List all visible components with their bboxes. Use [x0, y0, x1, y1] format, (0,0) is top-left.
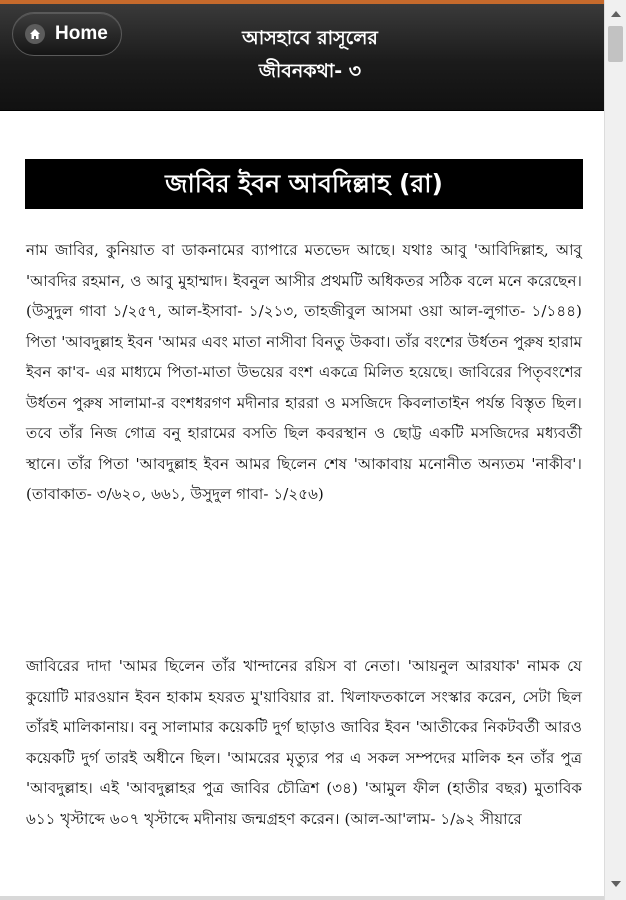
article-paragraph-2: জাবিরের দাদা 'আমর ছিলেন তাঁর খান্দানের রয়িস বা নেতা। 'আয়নুল আরযাক' নামক যে কুয়োটি মারওয়ান ইবন হাকাম হযরত মু'য়াবিয়ার রা. খিলাফতকালে সংস্কার করেন, সেটা ছিল তাঁরই মালিকানায়। বনু সালামার কয়েকটি দুর্গ ছাড়াও জাবির ইবন 'আতীকের নিকটবর্তী আরও কয়েকটি দুর্গ তারই অধীনে ছিল। 'আমরের মৃত্যুর পর এ সকল সম্পদের মালিক হন তাঁর পুত্র 'আবদুল্লাহ। এই 'আবদুল্লাহর পুত্র জাবির চৌত্রিশ (৩৪) 'আমুল ফীল (হাতীর বছর) মুতাবিক ৬১১ খৃস্টাব্দে ৬০৭ খৃস্টাব্দে মদীনায় জন্মগ্রহণ করেন। (আল-আ'লাম- ১/৯২ সীয়ারে: [26, 657, 582, 828]
scrollbar-thumb[interactable]: [608, 26, 623, 62]
page-title-line2: জীবনকথা- ৩: [258, 60, 362, 82]
article-heading: জাবির ইবন আবদিল্লাহ (রা): [25, 159, 583, 209]
home-icon: [25, 24, 45, 44]
page-title-line1: আসহাবে রাসূলের: [242, 27, 378, 49]
scroll-down-arrow-icon[interactable]: [605, 874, 626, 894]
content-area: [0, 111, 604, 900]
article-paragraph-1: নাম জাবির, কুনিয়াত বা ডাকনামের ব্যাপারে মতভেদ আছে। যথাঃ আবু 'আবিদিল্লাহ, আবু 'আবদির রহমান, ও আবু মুহাম্মাদ। ইবনুল আসীর প্রথমটি অধিকতর সঠিক বলে মনে করেছেন। (উসুদুল গাবা ১/২৫৭, আল-ইসাবা- ১/২১৩, তাহজীবুল আসমা ওয়া আল-লুগাত- ১/১৪৪) পিতা 'আবদুল্লাহ ইবন 'আমর এবং মাতা নাসীবা বিনতু উকবা। তাঁর বংশের উর্ধতন পুরুষ হারাম ইবন কা'ব- এর মাধ্যমে পিতা-মাতা উভয়ের বংশ একত্রে মিলিত হয়েছে। জাবিরের পিতৃবংশের উর্ধতন পুরুষ সালামা-র বংশধরগণ মদীনার হাররা ও মসজিদে কিবলাতাইন পর্যন্ত বিস্তৃত ছিল। তবে তাঁর নিজ গোত্র বনু হারামের বসতি ছিল কবরস্থান ও ছোট্ট একটি মসজিদের মধ্যবর্তী স্থানে। তাঁর পিতা 'আবদুল্লাহ ইবন আমর ছিলেন শেষ 'আকাবায় মনোনীত অন্যতম 'নাকীব'। (তাবাকাত- ৩/৬২০, ৬৬১, উসুদুল গাবা- ১/২৫৬): [26, 241, 582, 503]
bottom-edge: [0, 896, 604, 900]
home-button[interactable]: [12, 12, 122, 56]
home-button-label: Home: [55, 23, 108, 44]
vertical-scrollbar[interactable]: [604, 0, 626, 900]
app-header: [0, 4, 604, 111]
page-title: [190, 22, 430, 88]
scroll-up-arrow-icon[interactable]: [605, 4, 626, 24]
